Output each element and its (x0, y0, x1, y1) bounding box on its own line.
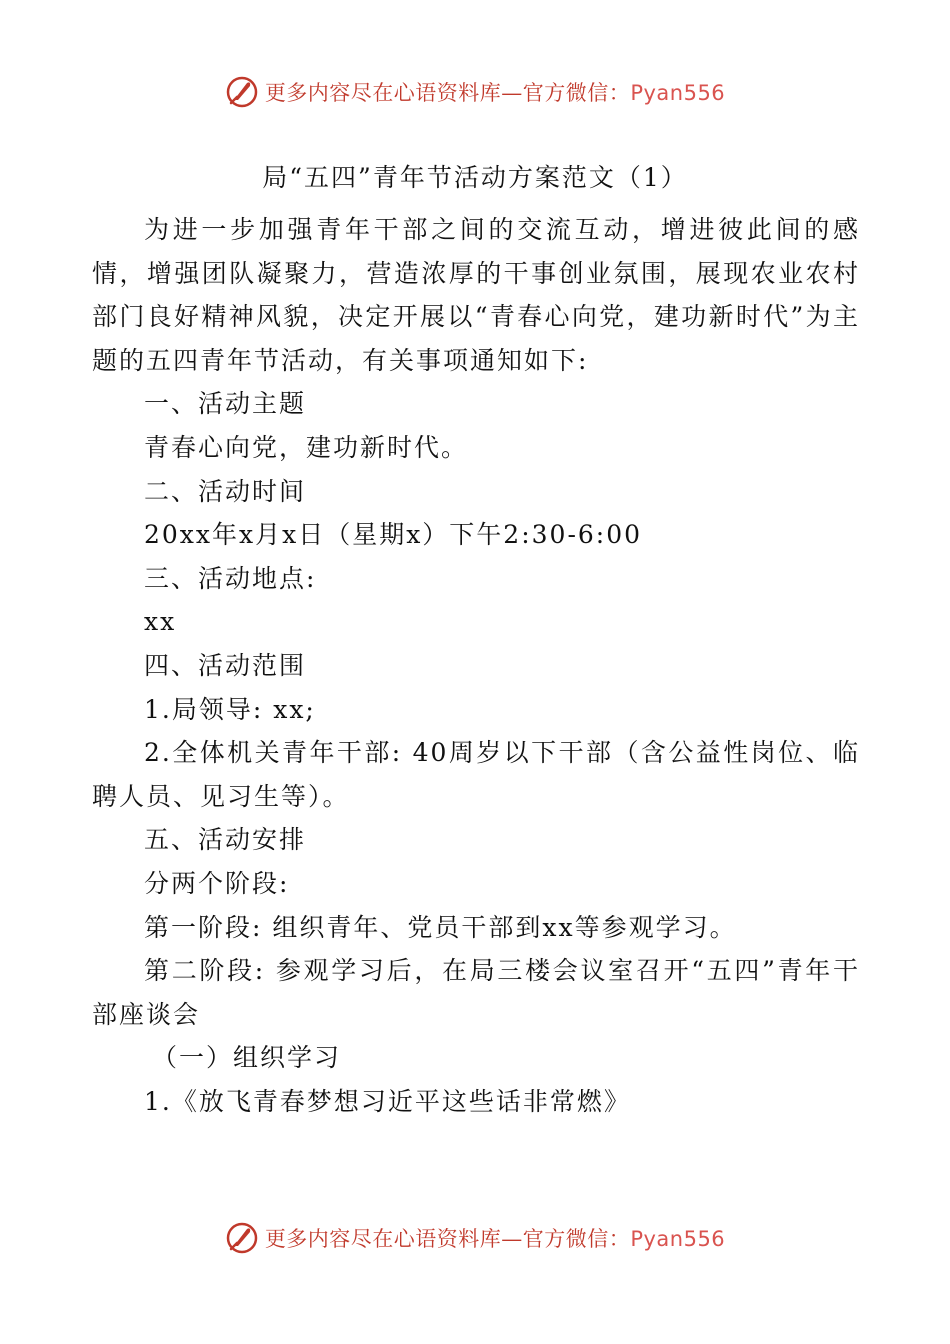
study-item: 1.《放飞青春梦想习近平这些话非常燃》 (144, 1086, 631, 1116)
footer-banner (0, 1218, 950, 1258)
section-heading-theme: 一、活动主题 (144, 389, 307, 419)
arrangement-stage: 第二阶段: 参观学习后，在局三楼会议室召开“五四”青年干部座谈会 (92, 956, 860, 1029)
document-title: 局“五四”青年节活动方案范文（1） (262, 163, 688, 192)
banner-text: 更多内容尽在心语资料库—官方微信：Pyan556 (264, 81, 726, 105)
section-heading-time: 二、活动时间 (144, 476, 307, 506)
arrangement-text: 分两个阶段: (144, 868, 290, 898)
intro-paragraph: 为进一步加强青年干部之间的交流互动，增进彼此间的感情，增强团队凝聚力，营造浓厚的干事创业氛围，展现农业农村部门良好精神风貌，决定开展以“青春心向党，建功新时代”为主题的五四青年节活动，有关事项通知如下: (92, 215, 860, 375)
scope-item: 1.局领导: xx; (144, 694, 316, 724)
quill-logo-icon (225, 75, 259, 109)
location-text: xx (144, 607, 177, 637)
banner-text: 更多内容尽在心语资料库—官方微信：Pyan556 (264, 1227, 726, 1251)
section-heading-location: 三、活动地点: (144, 563, 317, 593)
section-heading-arrangement: 五、活动安排 (144, 825, 307, 855)
scope-item: 2.全体机关青年干部: 40周岁以下干部（含公益性岗位、临聘人员、见习生等）。 (92, 738, 860, 811)
time-text: 20xx年x月x日（星期x）下午2:30-6:00 (144, 520, 643, 550)
wechat-id: Pyan556 (630, 81, 726, 105)
wechat-id: Pyan556 (630, 1227, 726, 1251)
quill-logo-icon (225, 1221, 259, 1255)
document-body (92, 208, 860, 1123)
theme-text: 青春心向党，建功新时代。 (144, 432, 469, 462)
section-heading-scope: 四、活动范围 (144, 650, 307, 680)
arrangement-stage: 第一阶段: 组织青年、党员干部到xx等参观学习。 (144, 912, 737, 942)
subsection-heading: （一）组织学习 (152, 1043, 342, 1073)
header-banner (0, 72, 950, 112)
